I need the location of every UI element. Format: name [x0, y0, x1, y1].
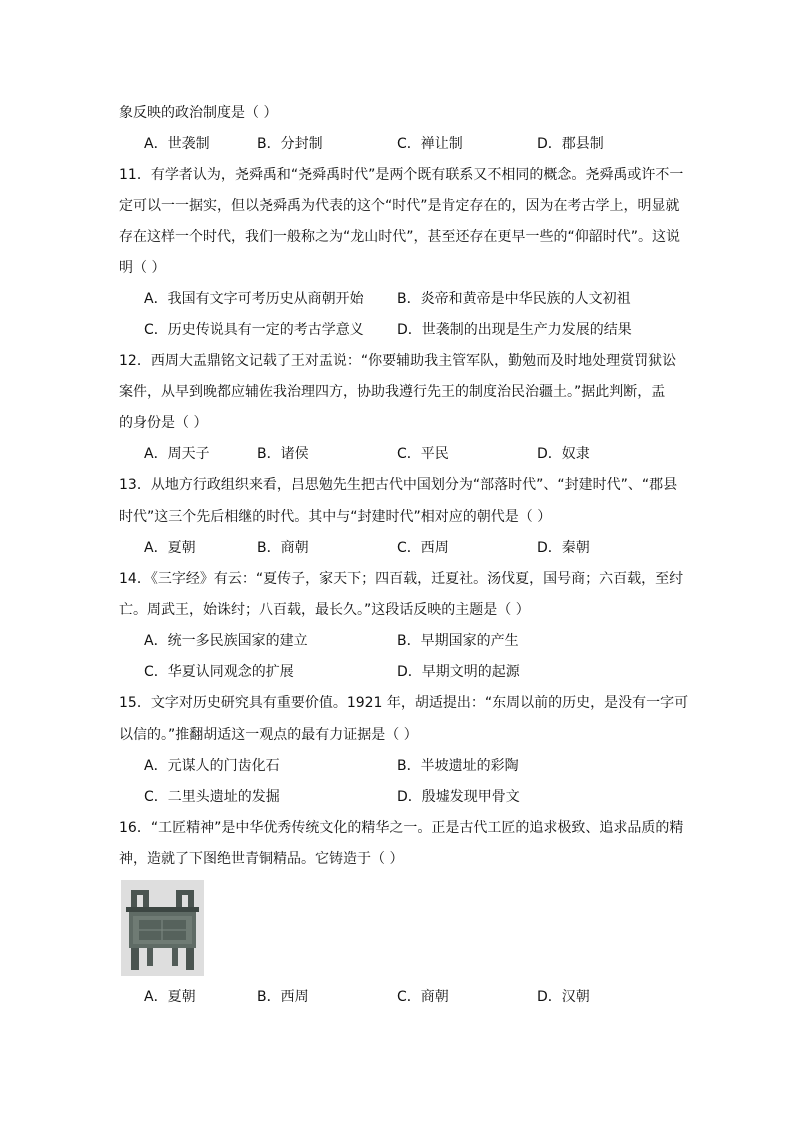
q12-option-c[interactable]: C．平民	[397, 446, 449, 462]
q10-option-a[interactable]: A．世袭制	[144, 136, 210, 152]
bronze-ding-icon	[121, 880, 204, 976]
q16-option-c[interactable]: C．商朝	[397, 989, 449, 1005]
q16-stem-line: 16．“工匠精神”是中华优秀传统文化的精华之一。正是古代工匠的追求极致、追求品质的精	[119, 820, 684, 836]
q10-option-d[interactable]: D．郡县制	[537, 136, 604, 152]
q12-option-d[interactable]: D．奴隶	[537, 446, 590, 462]
q11-option-a[interactable]: A．我国有文字可考历史从商朝开始	[144, 291, 364, 307]
q15-option-c[interactable]: C．二里头遗址的发掘	[144, 789, 280, 805]
q15-stem-line: 15．文字对历史研究具有重要价值。1921 年，胡适提出：“东周以前的历史，是没有一字可	[119, 695, 689, 711]
q10-stem: 象反映的政治制度是（ ）	[119, 105, 278, 121]
q12-stem-line: 12．西周大盂鼎铭文记载了王对盂说：“你要辅助我主管军队，勤勉而及时地处理赏罚狱讼	[119, 353, 677, 369]
bronze-ding-image	[121, 880, 204, 976]
q14-option-b[interactable]: B．早期国家的产生	[397, 633, 519, 649]
q15-option-b[interactable]: B．半坡遗址的彩陶	[397, 758, 519, 774]
q12-stem-line: 案件，从早到晚都应辅佐我治理四方，协助我遵行先王的制度治民治疆土。”据此判断，盂	[119, 384, 666, 400]
q11-option-b[interactable]: B．炎帝和黄帝是中华民族的人文初祖	[397, 291, 631, 307]
q13-stem-line: 13．从地方行政组织来看，吕思勉先生把古代中国划分为“部落时代”、“封建时代”、“郡县	[119, 477, 678, 493]
q11-option-c[interactable]: C．历史传说具有一定的考古学意义	[144, 322, 364, 338]
q10-option-b[interactable]: B．分封制	[257, 136, 323, 152]
q15-option-d[interactable]: D．殷墟发现甲骨文	[397, 789, 520, 805]
q13-stem-line: 时代”这三个先后相继的时代。其中与“封建时代”相对应的朝代是（ ）	[119, 509, 552, 525]
q14-option-d[interactable]: D．早期文明的起源	[397, 664, 520, 680]
q12-stem-line: 的身份是（ ）	[119, 415, 208, 431]
q14-stem-line: 14．《三字经》有云：“夏传子，家天下；四百载，迁夏社。汤伐夏，国号商；六百载，至纣	[119, 571, 684, 587]
q16-stem-line: 神，造就了下图绝世青铜精品。它铸造于（ ）	[119, 851, 404, 867]
q15-option-a[interactable]: A．元谋人的门齿化石	[144, 758, 280, 774]
q11-stem-line: 明（ ）	[119, 260, 166, 276]
q10-option-c[interactable]: C．禅让制	[397, 136, 463, 152]
q14-stem-line: 亡。周武王，始诛纣；八百载，最长久。”这段话反映的主题是（ ）	[119, 602, 530, 618]
q12-option-b[interactable]: B．诸侯	[257, 446, 309, 462]
q13-option-c[interactable]: C．西周	[397, 540, 449, 556]
q16-option-a[interactable]: A．夏朝	[144, 989, 196, 1005]
q12-option-a[interactable]: A．周天子	[144, 446, 210, 462]
q13-option-b[interactable]: B．商朝	[257, 540, 309, 556]
q11-option-d[interactable]: D．世袭制的出现是生产力发展的结果	[397, 322, 632, 338]
q14-option-c[interactable]: C．华夏认同观念的扩展	[144, 664, 294, 680]
q11-stem-line: 定可以一一据实，但以尧舜禹为代表的这个“时代”是肯定存在的，因为在考古学上，明显就	[119, 198, 680, 214]
q13-option-a[interactable]: A．夏朝	[144, 540, 196, 556]
q16-option-d[interactable]: D．汉朝	[537, 989, 590, 1005]
q13-option-d[interactable]: D．秦朝	[537, 540, 590, 556]
q15-stem-line: 以信的。”推翻胡适这一观点的最有力证据是（ ）	[119, 727, 418, 743]
q11-stem-line: 存在这样一个时代，我们一般称之为“龙山时代”，甚至还存在更早一些的“仰韶时代”。这说	[119, 229, 681, 245]
q16-option-b[interactable]: B．西周	[257, 989, 309, 1005]
q14-option-a[interactable]: A．统一多民族国家的建立	[144, 633, 308, 649]
q11-stem-line: 11．有学者认为，尧舜禹和“尧舜禹时代”是两个既有联系又不相同的概念。尧舜禹或许不一	[119, 167, 684, 183]
